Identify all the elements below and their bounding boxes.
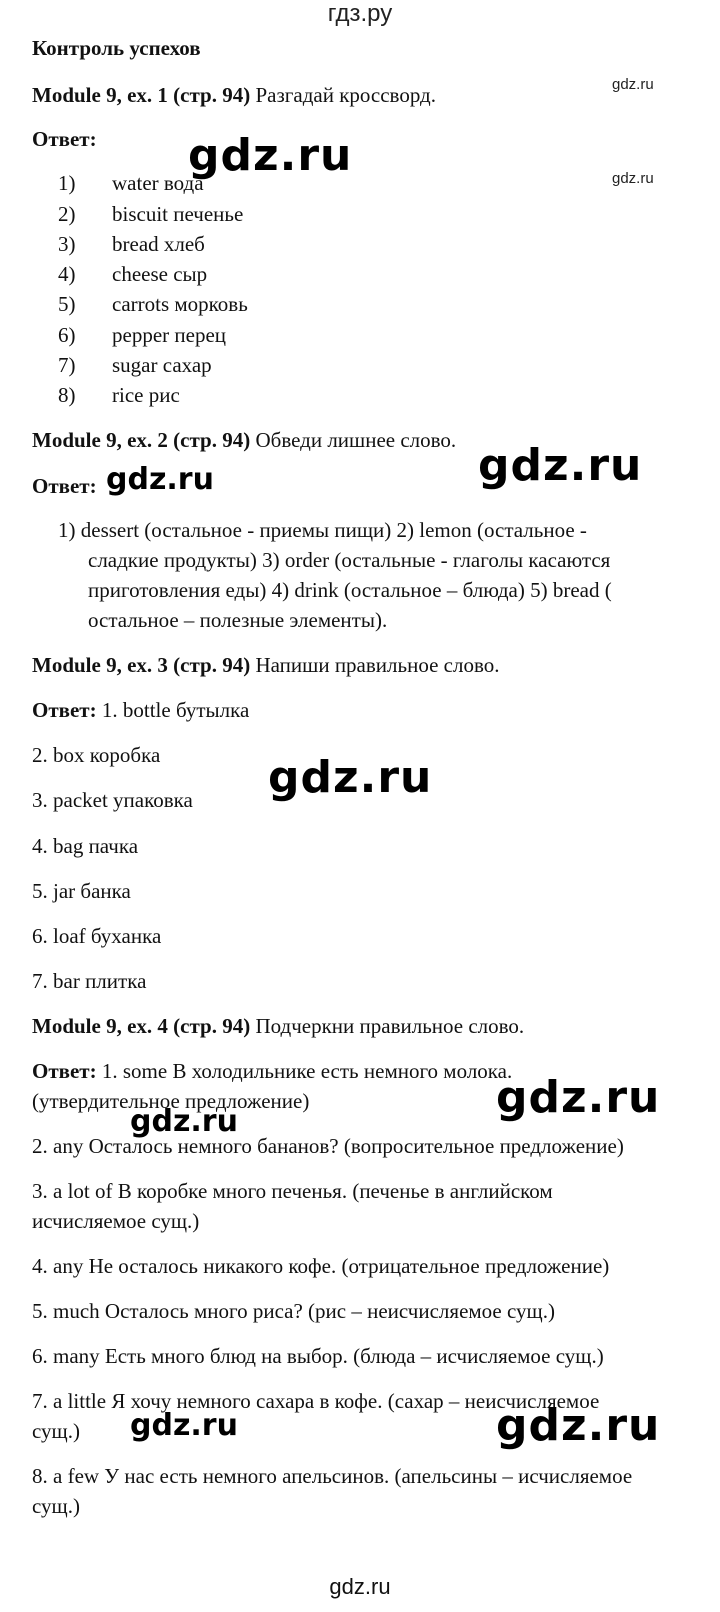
ex1-item-text: water вода	[112, 171, 204, 195]
ex3-answer-first	[32, 698, 249, 723]
ex1-item-num: 7)	[58, 353, 76, 377]
ex2-answer-line: сладкие продукты) 3) order (остальные - глаголы касаются	[88, 548, 611, 572]
ex3-list-item: 6. loaf буханка	[32, 924, 162, 948]
ex1-list-item	[58, 383, 180, 408]
watermark-medium: gdz.ru	[106, 462, 214, 497]
ex4-answer-line: 6. many Есть много блюд на выбор. (блюда – исчисляемое сущ.)	[32, 1344, 604, 1368]
ex3-list-item: 7. bar плитка	[32, 969, 147, 993]
ex3-list-item: 2. box коробка	[32, 743, 161, 767]
ex4-title-rest: Подчеркни правильное слово.	[250, 1014, 525, 1038]
ex3-list-item: 3. packet упаковка	[32, 788, 193, 812]
watermark-small: gdz.ru	[612, 170, 654, 187]
ex4-answer-line: сущ.)	[32, 1419, 80, 1443]
ex1-item-num: 6)	[58, 323, 76, 347]
ex1-item-text: bread хлеб	[112, 232, 205, 256]
ex4-answer-first	[32, 1059, 512, 1084]
ex1-list-item	[58, 171, 204, 196]
ex4-answer-label: Ответ:	[32, 1059, 97, 1083]
watermark-large: gdz.ru	[478, 440, 643, 491]
ex1-item-text: sugar сахар	[112, 353, 212, 377]
ex3-title-bold: Module 9, ex. 3 (стр. 94)	[32, 653, 251, 677]
watermark-large: gdz.ru	[496, 1072, 661, 1123]
ex4-answer-line: 3. a lot of В коробке много печенья. (печенье в английском	[32, 1179, 553, 1203]
ex3-list-item: 5. jar банка	[32, 879, 131, 903]
ex4-answer-line: 5. much Осталось много риса? (рис – неисчисляемое сущ.)	[32, 1299, 555, 1323]
section-title: Контроль успехов	[32, 36, 201, 60]
ex4-answer-first-text: 1. some В холодильнике есть немного молока.	[96, 1059, 513, 1083]
ex3-title	[32, 653, 499, 678]
ex4-answer-line: 8. a few У нас есть немного апельсинов. (апельсины – исчисляемое	[32, 1464, 633, 1488]
ex2-title-bold: Module 9, ex. 2 (стр. 94)	[32, 428, 251, 452]
ex1-title-rest: Разгадай кроссворд.	[250, 83, 436, 107]
ex1-item-text: carrots морковь	[112, 292, 248, 316]
ex4-answer-line: 7. a little Я хочу немного сахара в кофе. (сахар – неисчисляемое	[32, 1389, 600, 1413]
ex1-list-item	[58, 232, 205, 257]
ex2-answer-line: приготовления еды) 4) drink (остальное – блюда) 5) bread (	[88, 578, 612, 602]
ex1-list-item	[58, 202, 243, 227]
ex2-title	[32, 428, 456, 453]
ex1-title	[32, 83, 436, 108]
watermark-small: gdz.ru	[612, 76, 654, 93]
site-header: гдз.ру	[327, 0, 393, 27]
ex1-list-item	[58, 262, 207, 287]
ex1-list-item	[58, 323, 226, 348]
watermark-medium: gdz.ru	[130, 1408, 238, 1443]
ex4-title-bold: Module 9, ex. 4 (стр. 94)	[32, 1014, 251, 1038]
ex1-item-num: 5)	[58, 292, 76, 316]
ex2-answer-line: 1) dessert (остальное - приемы пищи) 2) lemon (остальное -	[58, 518, 587, 542]
ex1-item-num: 3)	[58, 232, 76, 256]
ex3-answer-label: Ответ:	[32, 698, 97, 722]
watermark-large: gdz.ru	[268, 752, 433, 803]
ex4-answer-line: (утвердительное предложение)	[32, 1089, 310, 1113]
ex4-answer-line: сущ.)	[32, 1494, 80, 1518]
ex1-item-num: 8)	[58, 383, 76, 407]
watermark-large: gdz.ru	[496, 1400, 661, 1451]
ex1-item-num: 1)	[58, 171, 76, 195]
footer-watermark: gdz.ru	[329, 1574, 391, 1599]
ex1-item-text: cheese сыр	[112, 262, 208, 286]
ex1-list-item	[58, 292, 248, 317]
ex1-answer-label: Ответ:	[32, 127, 97, 151]
ex4-answer-line: 4. any Не осталось никакого кофе. (отрицательное предложение)	[32, 1254, 610, 1278]
ex2-answer-label: Ответ:	[32, 474, 97, 498]
ex3-list-item: 4. bag пачка	[32, 834, 139, 858]
watermark-medium: gdz.ru	[130, 1104, 238, 1139]
ex1-item-num: 4)	[58, 262, 76, 286]
ex1-item-text: rice рис	[112, 383, 180, 407]
ex4-answer-line: 2. any Осталось немного бананов? (вопросительное предложение)	[32, 1134, 624, 1158]
ex2-title-rest: Обведи лишнее слово.	[250, 428, 457, 452]
watermark-large: gdz.ru	[188, 130, 353, 181]
ex4-answer-line: исчисляемое сущ.)	[32, 1209, 200, 1233]
ex1-item-text: pepper перец	[112, 323, 227, 347]
ex1-item-text: biscuit печенье	[112, 202, 244, 226]
ex3-title-rest: Напиши правильное слово.	[250, 653, 500, 677]
ex1-list-item	[58, 353, 212, 378]
ex3-answer-first-text: 1. bottle бутылка	[96, 698, 250, 722]
ex2-answer-line: остальное – полезные элементы).	[88, 608, 388, 632]
ex4-title	[32, 1014, 524, 1039]
ex1-title-bold: Module 9, ex. 1 (стр. 94)	[32, 83, 251, 107]
ex1-item-num: 2)	[58, 202, 76, 226]
